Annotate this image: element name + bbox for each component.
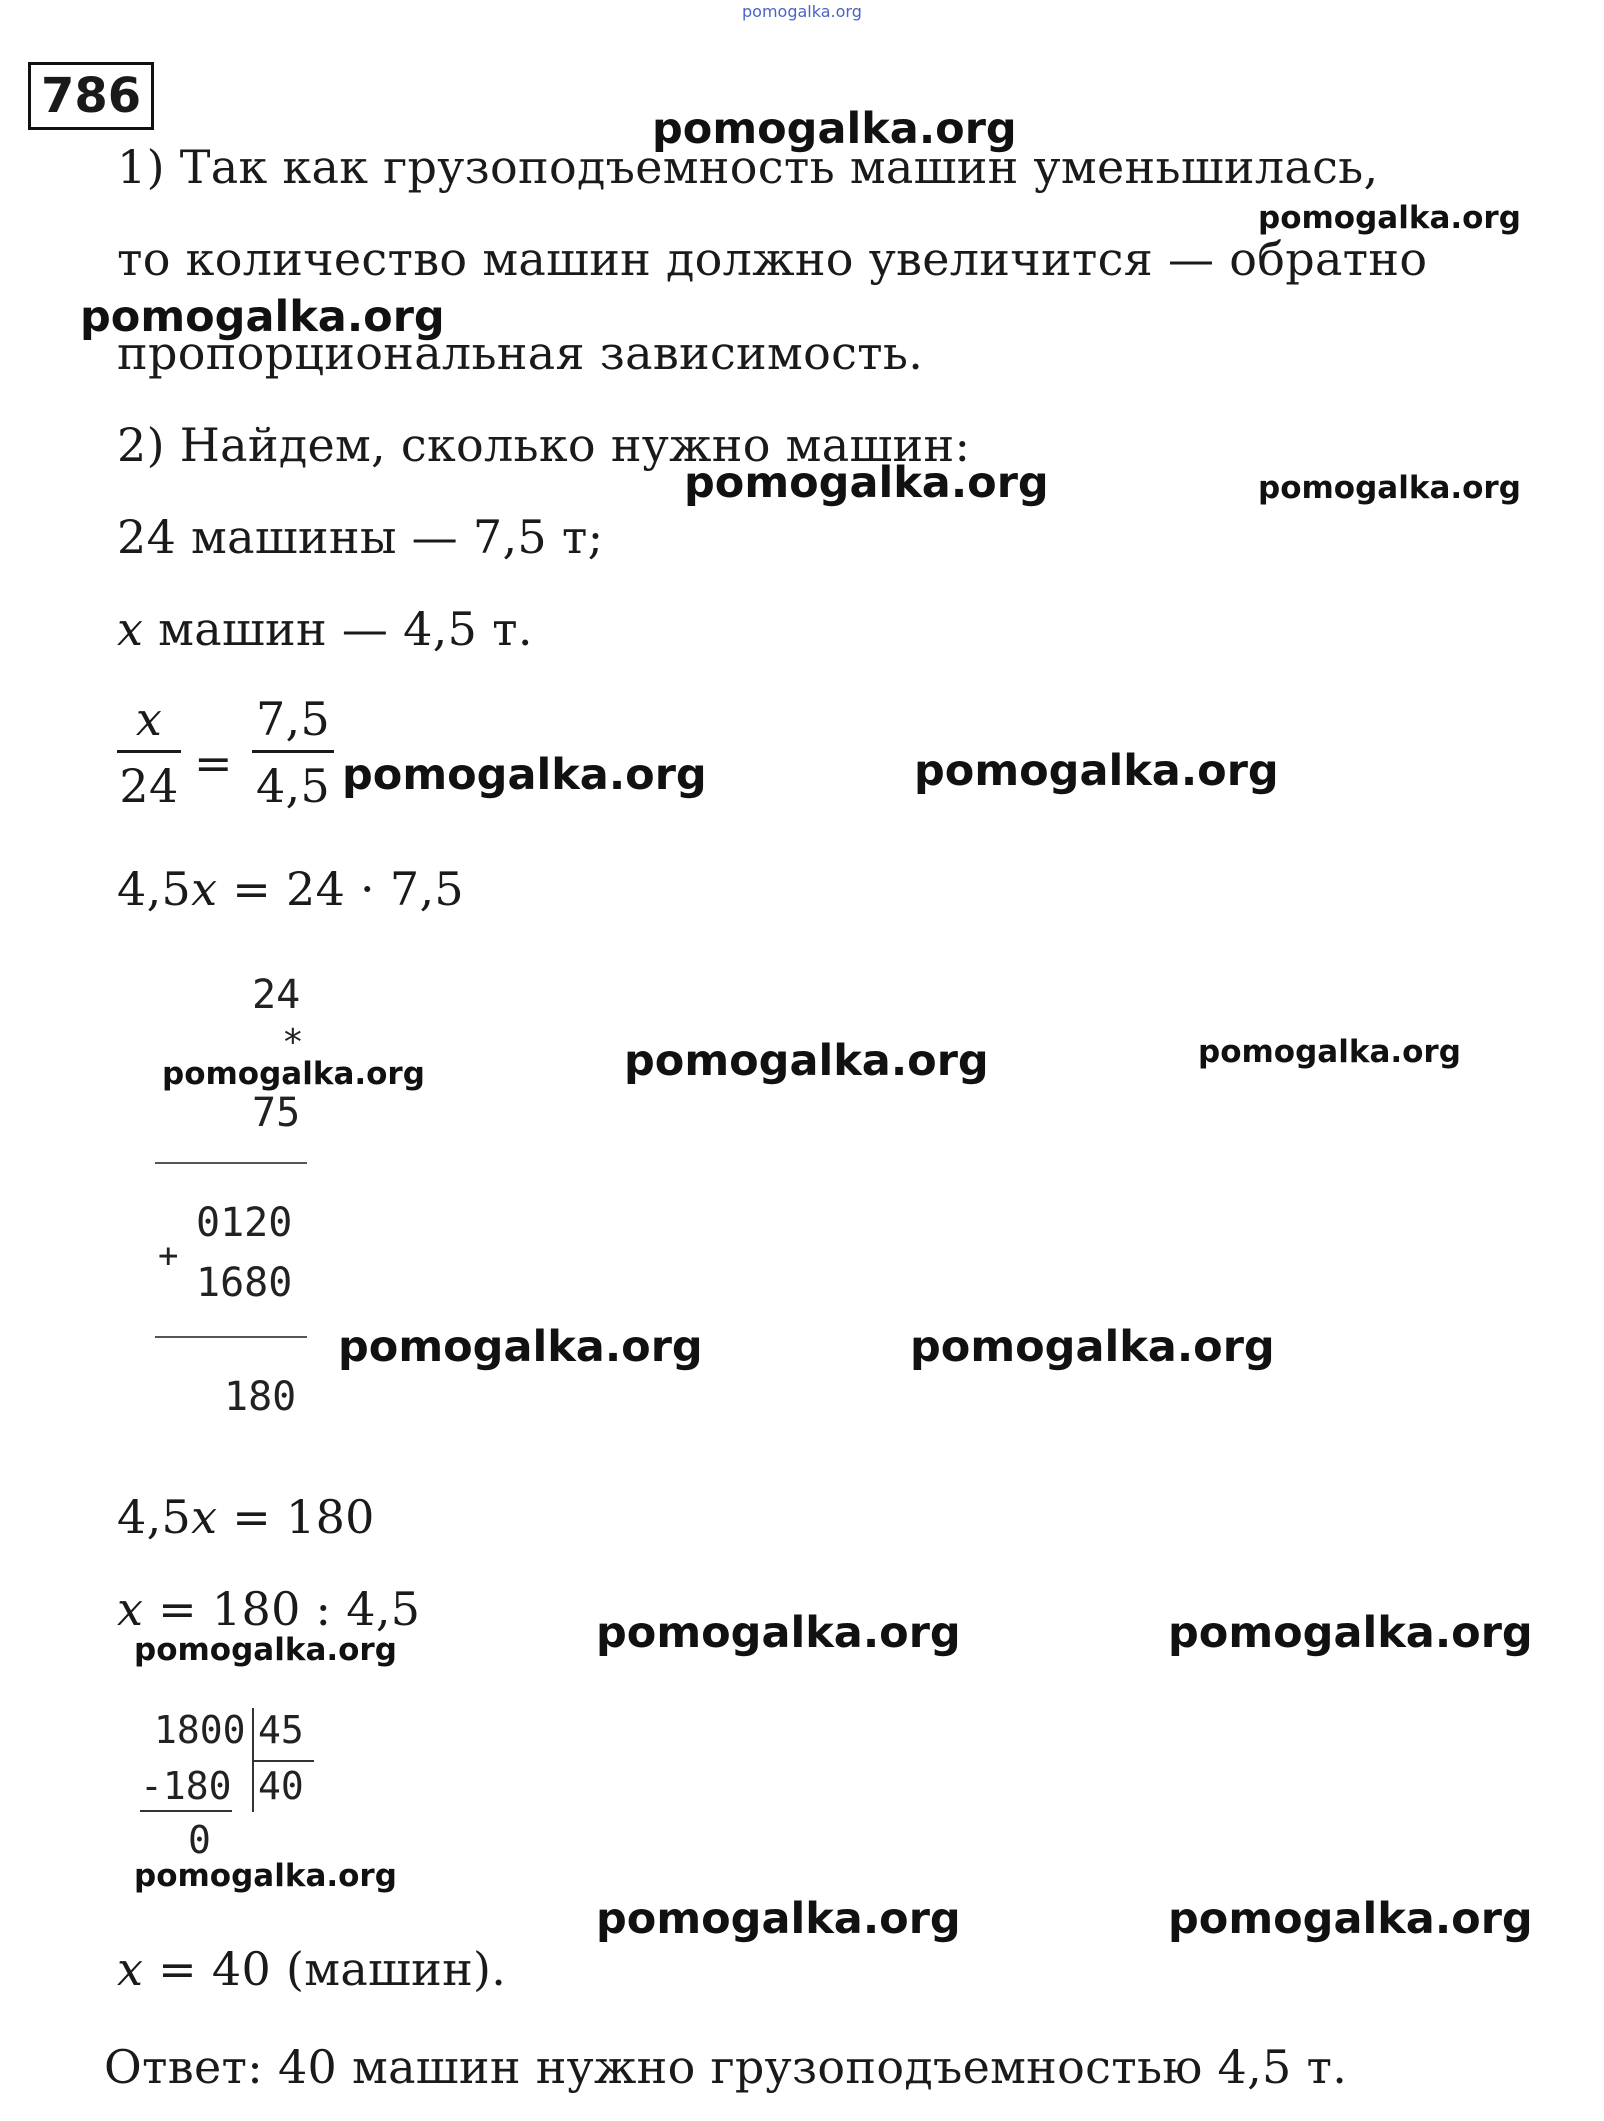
watermark: pomogalka.org (134, 1858, 397, 1894)
mult-result: 180 (224, 1374, 297, 1420)
fraction-right-numerator: 7,5 (255, 692, 331, 746)
div-dividend: 1800 (154, 1708, 246, 1752)
text-line-5: 24 машины — 7,5 т; (117, 510, 604, 564)
mult-plus: + (158, 1236, 179, 1276)
mult-partial-1: 0120 (196, 1200, 293, 1246)
watermark: pomogalka.org (684, 458, 1049, 508)
watermark: pomogalka.org (910, 1322, 1275, 1372)
text-line-4: 2) Найдем, сколько нужно машин: (117, 418, 971, 472)
div-quotient: 40 (258, 1764, 304, 1808)
watermark: pomogalka.org (80, 292, 445, 342)
div-remainder: 0 (188, 1818, 211, 1862)
text-line-3: пропорциональная зависимость. (117, 326, 924, 380)
equation-3 (117, 1582, 420, 1636)
mult-sign: * (282, 1022, 304, 1063)
fraction-left-numerator: x (135, 692, 163, 746)
watermark: pomogalka.org (1258, 470, 1521, 506)
equation-4 (117, 1942, 506, 1996)
top-watermark: pomogalka.org (742, 2, 862, 21)
fraction-left (117, 692, 181, 813)
equals-sign: = (194, 736, 233, 790)
mult-bottom: 75 (252, 1090, 301, 1136)
equation-4-rest: = 40 (машин). (143, 1942, 507, 1996)
mult-top: 24 (252, 972, 301, 1018)
equation-2-rest: = 180 (217, 1490, 375, 1544)
variable-x: x (117, 1942, 144, 1996)
equation-1-rest: = 24 · 7,5 (217, 862, 464, 916)
watermark: pomogalka.org (1168, 1894, 1533, 1944)
answer-line: Ответ: 40 машин нужно грузоподъемностью 4,5 т. (104, 2040, 1348, 2094)
watermark: pomogalka.org (338, 1322, 703, 1372)
fraction-left-denominator: 24 (119, 759, 179, 813)
equation-2-coef: 4,5 (117, 1490, 192, 1544)
watermark: pomogalka.org (596, 1894, 961, 1944)
watermark: pomogalka.org (1198, 1034, 1461, 1070)
fraction-left-bar (117, 750, 181, 753)
equation-1-coef: 4,5 (117, 862, 192, 916)
variable-x: x (117, 602, 144, 656)
watermark: pomogalka.org (1258, 200, 1521, 236)
mult-partial-2: 1680 (196, 1260, 293, 1306)
text-line-6 (117, 602, 533, 656)
watermark: pomogalka.org (342, 750, 707, 800)
div-divisor-line (254, 1760, 314, 1762)
watermark: pomogalka.org (914, 746, 1279, 796)
watermark: pomogalka.org (596, 1608, 961, 1658)
text-line-1: 1) Так как грузоподъемность машин уменьшилась, (117, 140, 1379, 194)
div-subtract-line (140, 1810, 232, 1812)
problem-number: 786 (28, 62, 154, 130)
text-line-2: то количество машин должно увеличится — обратно (117, 232, 1428, 286)
watermark: pomogalka.org (134, 1632, 397, 1668)
fraction-right (252, 692, 334, 813)
variable-x: x (191, 862, 218, 916)
mult-line-1 (155, 1162, 307, 1164)
equation-3-rest: = 180 : 4,5 (143, 1582, 421, 1636)
fraction-right-denominator: 4,5 (255, 759, 331, 813)
watermark: pomogalka.org (652, 104, 1017, 154)
variable-x: x (191, 1490, 218, 1544)
watermark: pomogalka.org (624, 1036, 989, 1086)
fraction-right-bar (252, 750, 334, 753)
equation-2 (117, 1490, 375, 1544)
variable-x: x (117, 1582, 144, 1636)
div-divisor: 45 (258, 1708, 304, 1752)
div-subtract: -180 (140, 1764, 232, 1808)
equation-1 (117, 862, 464, 916)
text-line-6-rest: машин — 4,5 т. (143, 602, 533, 656)
watermark: pomogalka.org (1168, 1608, 1533, 1658)
watermark: pomogalka.org (162, 1056, 425, 1092)
mult-line-2 (155, 1336, 307, 1338)
